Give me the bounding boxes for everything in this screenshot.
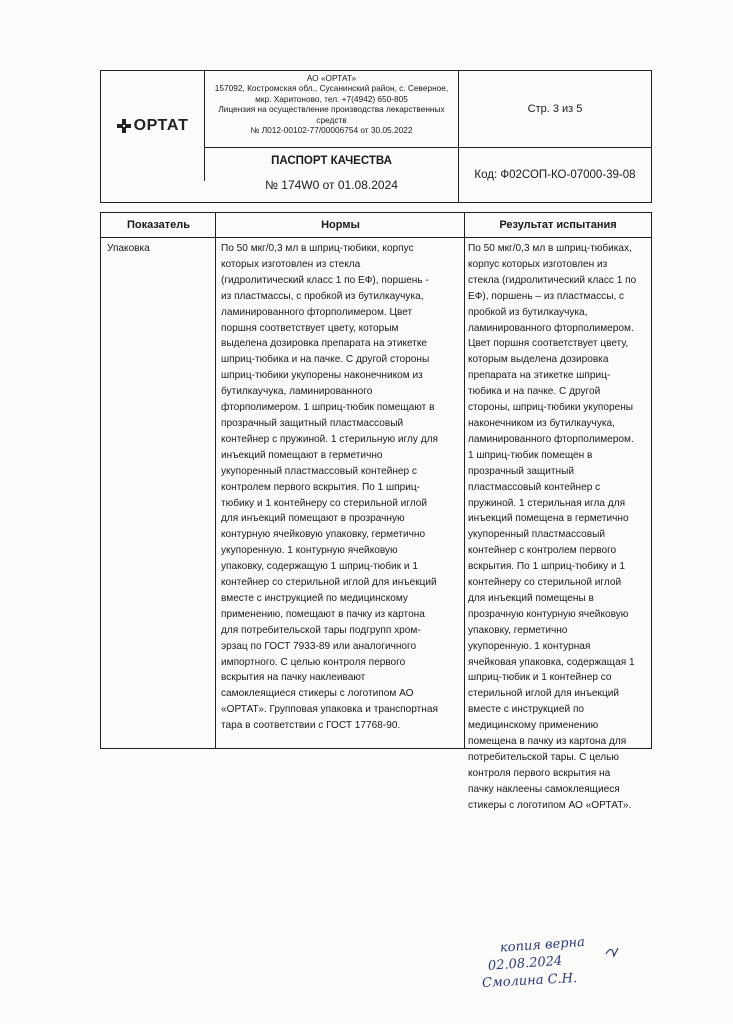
logo-text: ОРТАТ (133, 117, 189, 134)
cell-indicator: Упаковка (107, 243, 150, 254)
result-line: 1 шприц-тюбик помещен в (468, 449, 593, 461)
column-indicator (101, 213, 216, 748)
result-line: пачку наклеены самоклеящиеся (468, 783, 620, 795)
norms-line: тара в соответствии с ГОСТ 17768-90. (221, 720, 401, 732)
result-line: шприц-тюбик и 1 контейнер со (468, 672, 612, 684)
result-line: вскрытия. По 1 шприц-тюбику и 1 (468, 561, 626, 573)
result-line: пробкой из бутилкаучука, (468, 306, 588, 318)
result-line: тюбика и на пачке. С другой (468, 386, 601, 398)
result-line: ламинированного фторполимером. (468, 433, 634, 445)
norms-line: упаковку, содержащую 1 шприц-тюбик и 1 (221, 561, 418, 573)
norms-line: укупоренный пластмассовый контейнер с (221, 465, 417, 477)
result-line: контроля первого вскрытия на (468, 767, 611, 779)
norms-line: применению, помещают в пачку из картона (221, 608, 425, 620)
result-line: стороны, шприц-тюбики укупорены (468, 402, 634, 414)
document-title: ПАСПОРТ КАЧЕСТВА (271, 155, 392, 167)
norms-line: которых изготовлен из стекла (221, 258, 361, 270)
result-line: По 50 мкг/0,3 мл в шприц-тюбиках, (468, 243, 632, 254)
result-line: наконечником из бутилкаучука, (468, 417, 615, 429)
norms-line: тюбику и 1 контейнеру со стерильной иглой (221, 497, 428, 509)
norms-line: укупоренную. 1 контурную ячейковую (221, 545, 398, 557)
norms-line: контейнер с пружиной. 1 стерильную иглу для (221, 433, 438, 445)
result-line: вместе с инструкцией по (468, 704, 585, 716)
result-line: пружиной. 1 стерильная игла для (468, 497, 626, 509)
result-line: которым выделена дозировка (468, 354, 609, 366)
company-logo (117, 117, 189, 135)
title-cell (205, 148, 459, 202)
company-address-line1: 157092, Костромская обл., Сусанинский район, с. Северное, (214, 83, 449, 94)
result-line: укупоренную. 1 контурная (468, 640, 591, 652)
norms-line: шприц-тюбики укупорены наконечником из (221, 370, 423, 382)
norms-line: для потребительской тары подгрупп хром- (221, 624, 421, 636)
result-line: стерильной иглой для инъекций (468, 688, 620, 700)
handwritten-certification (478, 930, 678, 990)
norms-line: самоклеящиеся стикеры с логотипом АО (221, 688, 414, 700)
norms-line: «ОРТАТ». Групповая упаковка и транспортная (221, 704, 438, 716)
result-line: прозрачный защитный (468, 465, 575, 477)
result-line: укупоренный пластмассовый (468, 529, 606, 541)
column-header-result: Результат испытания (499, 219, 617, 231)
company-info (205, 71, 459, 148)
logo-cell (101, 71, 205, 181)
cell-result (468, 241, 650, 814)
document-number: № 174W0 от 01.08.2024 (265, 178, 398, 192)
norms-line: инъекций помещают в герметично (221, 449, 383, 461)
result-line: ЕФ), поршень – из пластмассы, с (468, 290, 625, 302)
norms-line: вместе с инструкцией по медицинскому (221, 592, 408, 604)
result-line: инъекций помещена в герметично (468, 513, 629, 525)
norms-line: (гидролитический класс 1 по ЕФ), поршень - (221, 274, 429, 286)
result-line: ячейковая упаковка, содержащая 1 (468, 656, 635, 668)
handwritten-signature-icon (478, 930, 678, 990)
result-line: потребительской тары. С целью (468, 752, 619, 763)
column-header-indicator: Показатель (126, 219, 191, 231)
document-header (100, 70, 652, 203)
document-code: Код: Ф02СОП-КО-07000-39-08 (474, 169, 636, 181)
note-line3: Смолина С.Н. (481, 971, 578, 990)
norms-line: бутилкаучука, ламинированного (221, 386, 373, 398)
result-line: препарата на этикетке шприц- (468, 370, 611, 382)
norms-line: эрзац по ГОСТ 7933-89 или аналогичного (221, 640, 417, 652)
license-line3: № Л012-00102-77/00006754 от 30.05.2022 (250, 125, 413, 136)
company-name: АО «ОРТАТ» (306, 73, 357, 83)
norms-line: шприц-тюбика и на пачке. С другой стороны (221, 354, 430, 366)
norms-line: импортного. С целью контроля первого (221, 656, 406, 668)
result-line: пластмассовый контейнер с (468, 481, 601, 493)
cell-norms (221, 241, 463, 734)
norms-line: прозрачный защитный пластмассовый (221, 417, 404, 429)
quality-table (100, 212, 652, 811)
license-line2: средств (316, 114, 347, 125)
result-line: медицинскому применению (468, 720, 599, 732)
result-line: упаковку, герметично (468, 624, 568, 636)
result-line: корпус которых изготовлен из (468, 258, 608, 270)
norms-line: из пластмассы, с пробкой из бутилкаучука, (221, 290, 424, 302)
license-line1: Лицензия на осуществление производства лекарственных (218, 104, 445, 115)
norms-line: контейнер со стерильной иглой для инъекций (221, 577, 437, 589)
page-info: Стр. 3 из 5 (459, 71, 651, 148)
norms-line: выделена дозировка препарата на этикетке (221, 338, 428, 350)
result-line: для инъекций помещены в (468, 592, 594, 604)
header-divider (101, 237, 651, 238)
result-line: ламинированного фторполимером. (468, 322, 634, 334)
result-line: прозрачную контурную ячейковую (468, 608, 629, 620)
note-line2: 02.08.2024 (487, 953, 563, 974)
result-line: стекла (гидролитический класс 1 по (468, 274, 637, 286)
norms-line: поршня соответствует цвету, которым (221, 322, 399, 334)
result-line: помещена в пачку из картона для (468, 736, 627, 748)
norms-line: фторполимером. 1 шприц-тюбик помещают в (221, 402, 435, 414)
logo-mark-icon (117, 119, 131, 133)
result-line: контейнеру со стерильной иглой (468, 577, 622, 589)
norms-line: контролем первого вскрытия. По 1 шприц- (221, 481, 420, 493)
norms-line: контурную ячейковую упаковку, герметично (221, 529, 426, 541)
note-line1: копия верна (499, 934, 586, 956)
column-header-norms: Нормы (321, 219, 360, 231)
result-line: Цвет поршня соответствует цвету, (468, 338, 629, 350)
result-line: стикеры с логотипом АО «ОРТАТ». (468, 799, 632, 811)
result-line: контейнер с контролем первого (468, 545, 617, 557)
norms-line: вскрытия на пачку наклеивают (221, 672, 366, 684)
norms-line: По 50 мкг/0,3 мл в шприц-тюбики, корпус (221, 243, 414, 254)
company-address-line2: мкр. Харитоново, тел. +7(4942) 650-805 (255, 93, 408, 104)
norms-line: ламинированного фторполимером. Цвет (221, 306, 413, 318)
norms-line: для инъекций помещают в прозрачную (221, 513, 405, 525)
